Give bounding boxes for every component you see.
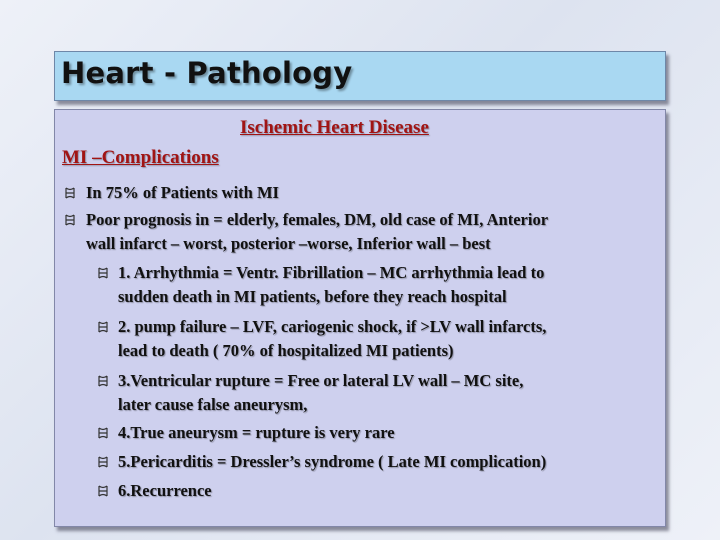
content-text: Ischemic Heart Disease MI –Complications In 75% of Patients with MI Poor prognosis in = elderly, females, DM, old case of MI, Anterior wall infarct – worst, posterior –worse, Inferior wall – best 1. Arrhythmia = Ventr. Fibrillation – MC arrhythmia lead to sudden death in MI patients, before they reach hospital 2. pump failure – LVF, cariogenic shock, if >LV wall infarcts, lead to death ( 70% of hospitalized MI patients) 3.Ventricular rupture = Free or lateral LV wall – MC site, later cause false aneurysm, 4.True aneurysm = rupture is very rare 5.Pericarditis = Dressler’s syndrome ( Late MI complication) 6.Recurrence	[62, 117, 549, 500]
ornament-bullet-icon	[64, 214, 76, 226]
subtitle: Ischemic Heart Disease	[240, 117, 429, 138]
ornament-bullet-icon	[97, 456, 109, 468]
section-heading: MI –Complications	[62, 147, 219, 168]
ornament-bullet-icon	[97, 485, 109, 497]
ornament-bullet-icon	[97, 427, 109, 439]
ornament-bullet-icon	[97, 267, 109, 279]
ornament-bullet-icon	[64, 187, 76, 199]
slide-title: Heart - Pathology	[61, 56, 353, 90]
ornament-bullet-icon	[97, 321, 109, 333]
ornament-bullet-icon	[97, 375, 109, 387]
title-bar	[54, 51, 666, 101]
